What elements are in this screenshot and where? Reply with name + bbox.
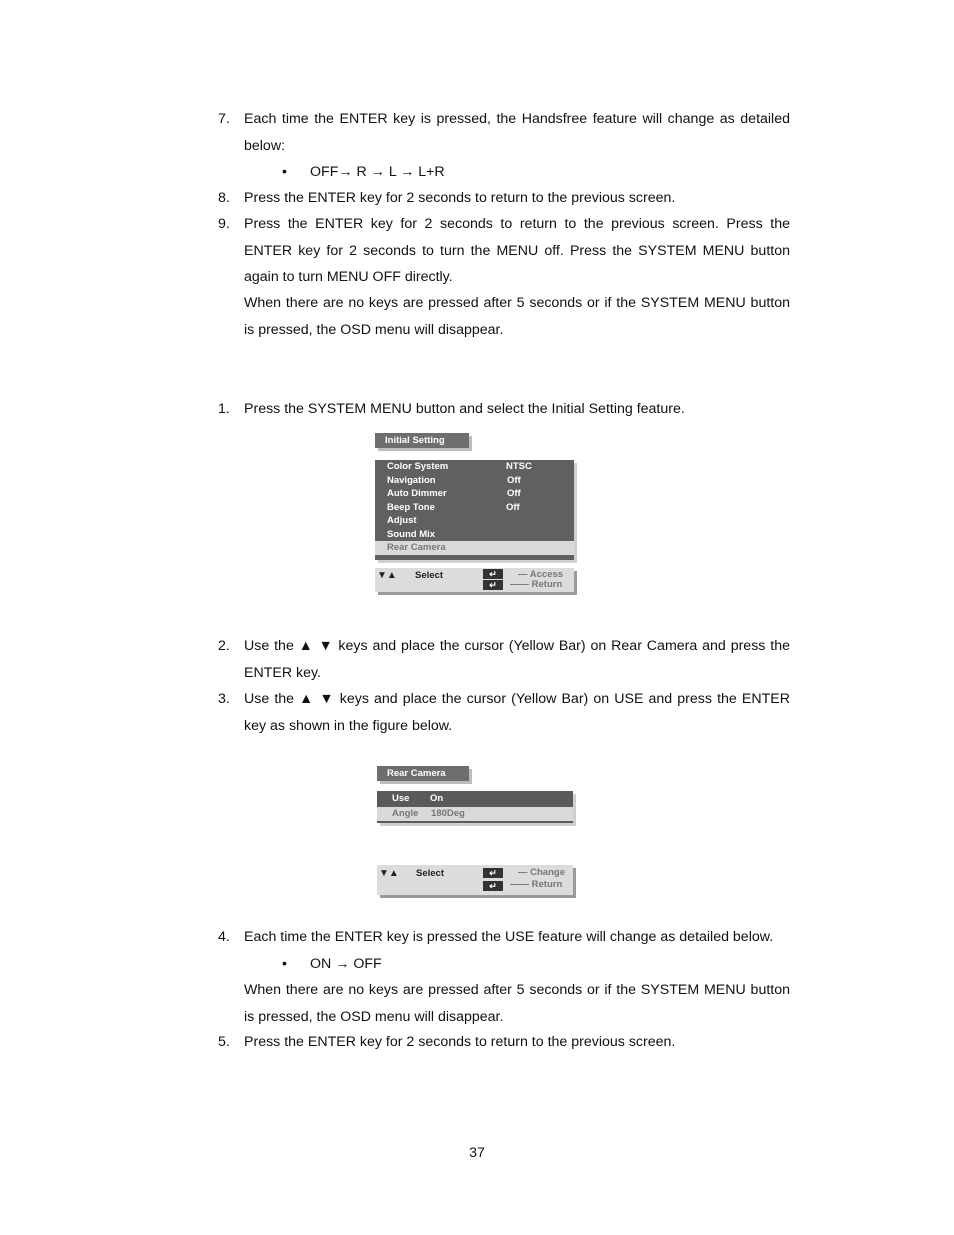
bullet-icon: •	[282, 956, 287, 972]
change-legend: — Change	[518, 867, 565, 878]
up-down-arrows-icon: ▼▲	[377, 570, 397, 581]
return-legend: —— Return	[510, 879, 563, 890]
osd-row: Beep Tone Off	[387, 501, 520, 513]
item-number: 5.	[218, 1034, 230, 1050]
list-item-8	[218, 185, 790, 212]
item-text: Press the ENTER key for 2 seconds to return to the previous screen.	[244, 190, 676, 206]
osd-menu-body	[375, 460, 574, 560]
item-text: Press the SYSTEM MENU button and select the Initial Setting feature.	[244, 401, 685, 417]
select-label: Select	[416, 868, 444, 879]
item-number: 2.	[218, 638, 230, 654]
list-item-2	[218, 633, 790, 686]
enter-key-icon: ↵	[483, 580, 503, 590]
item-text: Use the ▲ ▼ keys and place the cursor (Yellow Bar) on Rear Camera and press the ENTER key.	[244, 638, 790, 681]
osd-initial-setting-figure	[375, 433, 580, 596]
enter-key-icon: ↵	[483, 881, 503, 891]
bullet-text: OFF→ R → L → L+R	[310, 164, 445, 180]
osd-footer	[375, 568, 574, 592]
item-number: 8.	[218, 190, 230, 206]
osd-row-selected: Rear Camera	[375, 541, 574, 555]
osd-row: Sound Mix	[387, 528, 436, 540]
bullet-item	[282, 159, 445, 185]
up-down-arrows-icon: ▼▲	[379, 868, 399, 879]
osd-title: Initial Setting	[375, 433, 469, 448]
item-number: 3.	[218, 691, 230, 707]
osd-row: Navigation Off	[387, 474, 521, 486]
access-legend: — Access	[518, 569, 564, 580]
page-number: 37	[469, 1145, 485, 1161]
list-item-1	[218, 396, 790, 423]
bullet-item	[282, 951, 382, 977]
list-item-4	[218, 924, 798, 951]
bullet-text: ON → OFF	[310, 956, 382, 972]
list-item-7	[218, 106, 790, 159]
enter-key-icon: ↵	[483, 569, 503, 579]
osd-row: Auto Dimmer Off	[387, 488, 521, 499]
osd-title: Rear Camera	[377, 766, 469, 781]
item-text: Press the ENTER key for 2 seconds to return to the previous screen.	[244, 1034, 676, 1050]
item-number: 7.	[218, 111, 230, 127]
osd-row-selected: Angle 180Deg	[377, 807, 573, 821]
osd-rear-camera-figure	[377, 766, 580, 900]
osd-row: Color System NTSC	[387, 461, 532, 472]
osd-menu-body	[377, 791, 573, 823]
osd-footer	[377, 865, 573, 895]
item-text: Each time the ENTER key is pressed, the Handsfree feature will change as detailed below:	[244, 111, 790, 154]
list-item-9	[218, 211, 790, 291]
note-paragraph: When there are no keys are pressed after 5 seconds or if the SYSTEM MENU button is pressed, the OSD menu will disappear.	[244, 295, 790, 338]
select-label: Select	[415, 570, 443, 581]
osd-row: Use On	[392, 793, 444, 804]
item-number: 4.	[218, 929, 230, 945]
bullet-icon: •	[282, 164, 287, 180]
item-text: Use the ▲ ▼ keys and place the cursor (Yellow Bar) on USE and press the ENTER key as shown in the figure below.	[244, 691, 790, 734]
osd-row: Adjust	[387, 515, 417, 526]
enter-key-icon: ↵	[483, 868, 503, 878]
item-number: 1.	[218, 401, 230, 417]
note-paragraph: When there are no keys are pressed after 5 seconds or if the SYSTEM MENU button is pressed, the OSD menu will disappear.	[244, 982, 790, 1025]
list-item-3	[218, 686, 790, 739]
item-text: Each time the ENTER key is pressed the USE feature will change as detailed below.	[244, 929, 774, 945]
list-item-5	[218, 1029, 790, 1056]
return-legend: —— Return	[510, 579, 563, 590]
item-text: Press the ENTER key for 2 seconds to return to the previous screen. Press the ENTER key for 2 seconds to turn the MENU off. Press the SYSTEM MENU button again to turn MENU OFF directly.	[244, 216, 790, 285]
item-number: 9.	[218, 216, 230, 232]
